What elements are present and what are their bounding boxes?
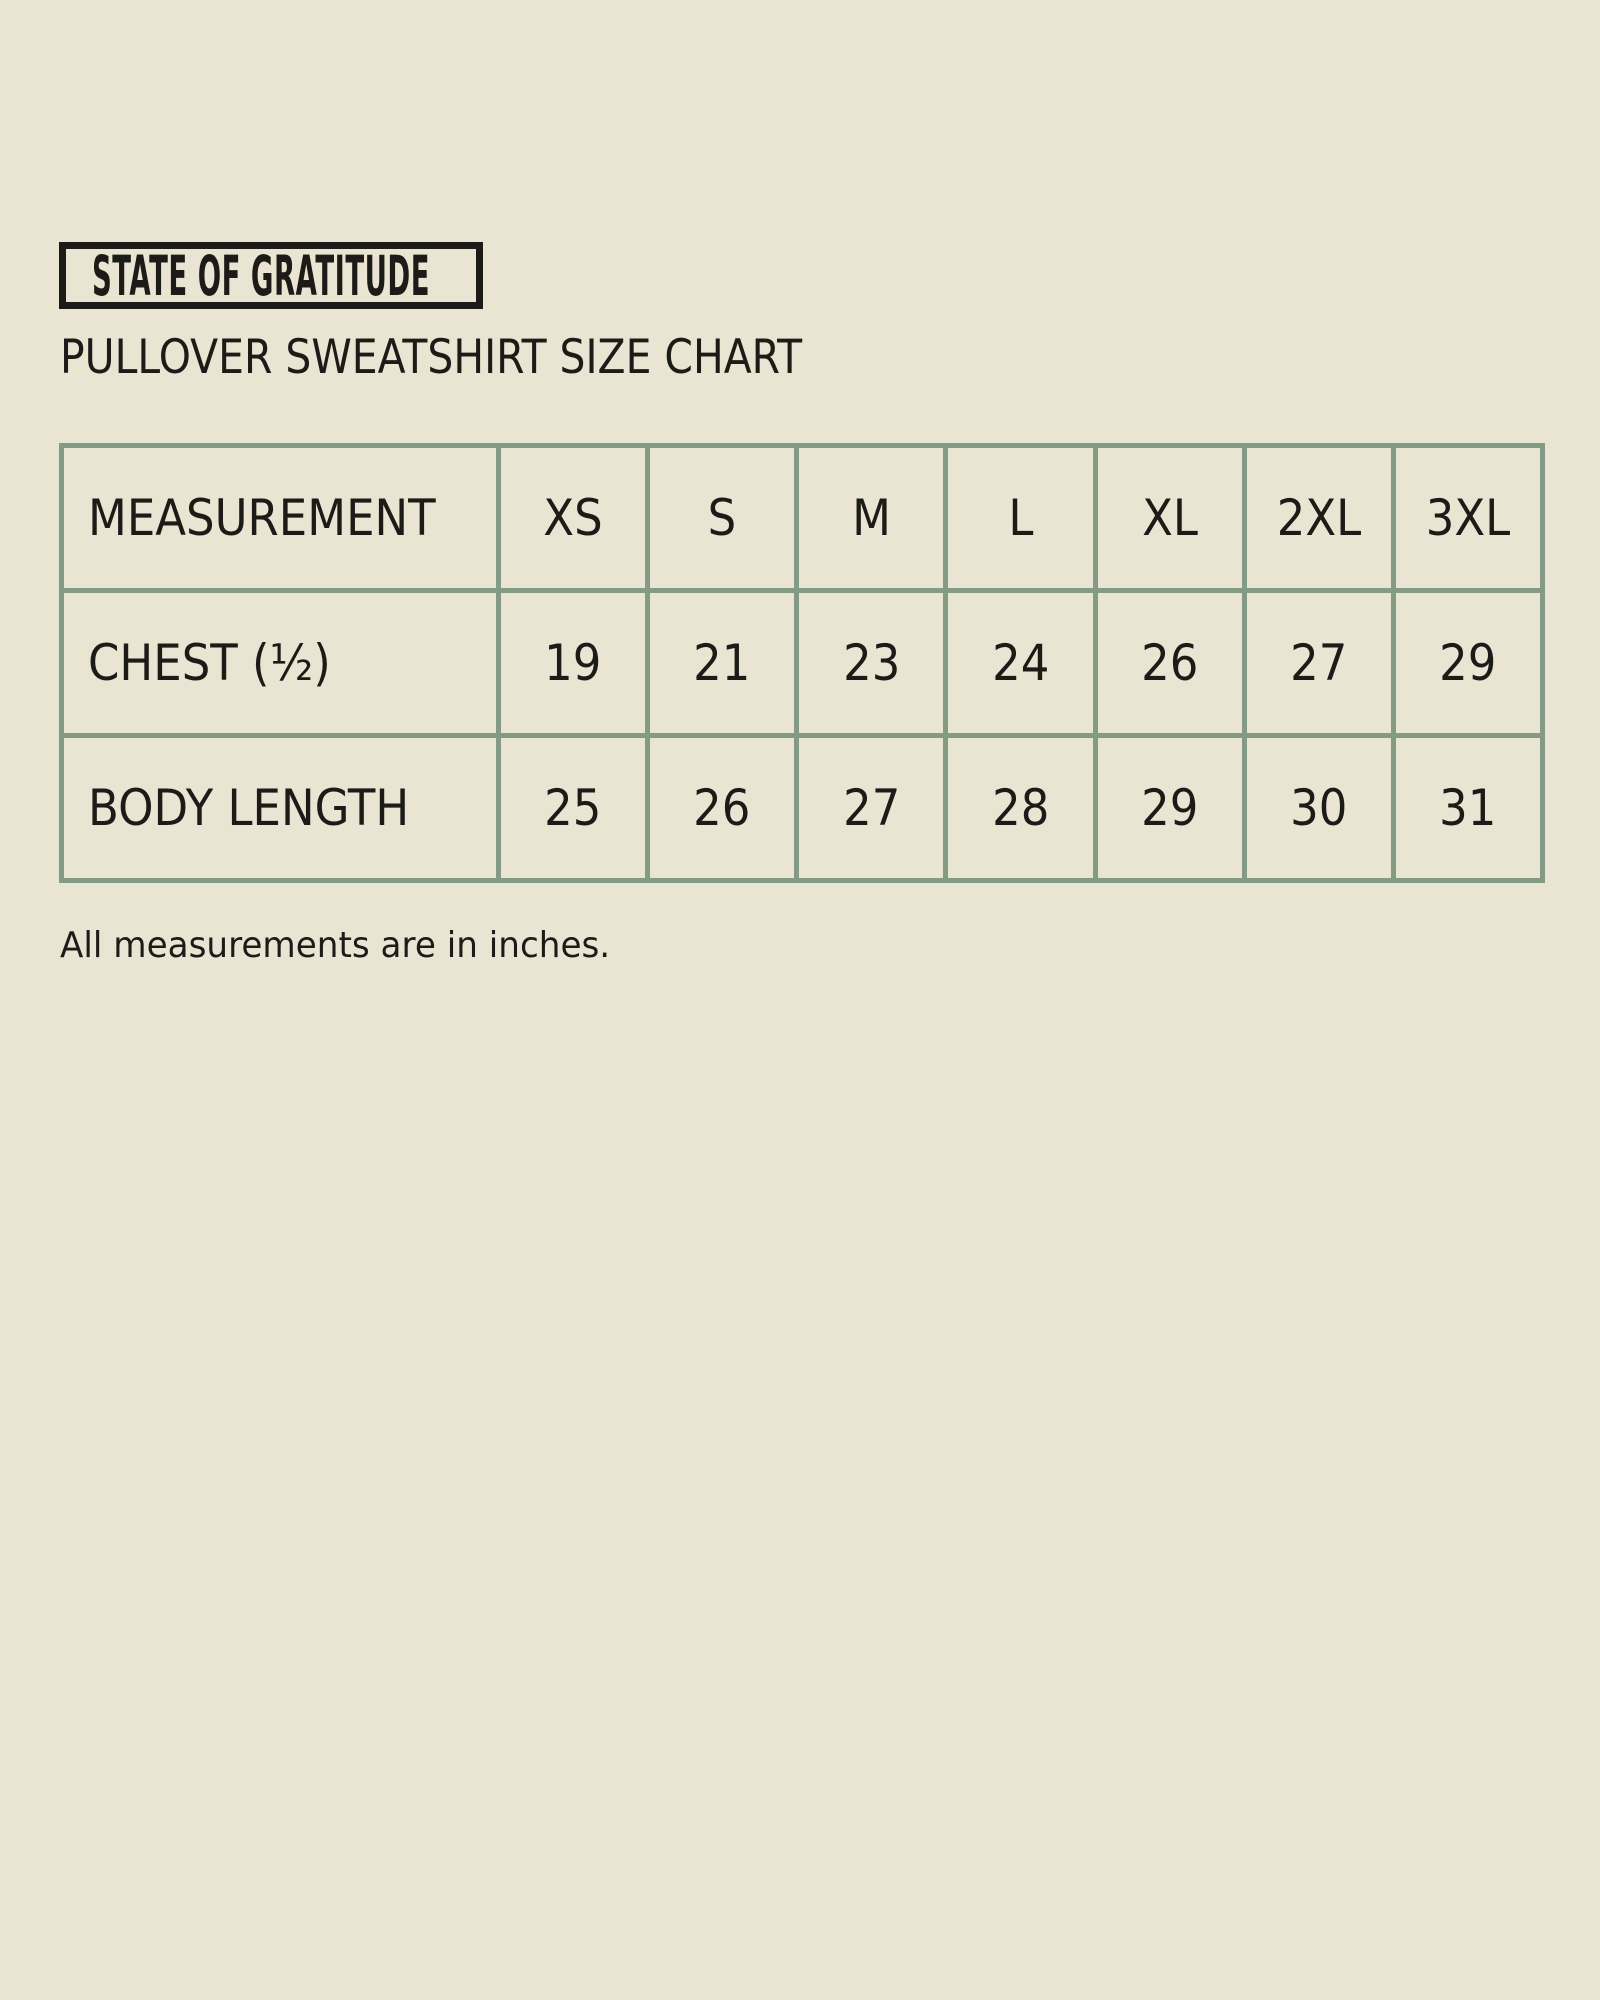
size-value: 30 — [1290, 779, 1348, 837]
cell-body-length-2xl — [1244, 736, 1393, 881]
row-label-text: BODY LENGTH — [88, 779, 410, 837]
table-row-chest — [62, 591, 1543, 736]
cell-body-length-xs — [499, 736, 648, 881]
brand-logo — [59, 242, 483, 309]
size-value: 29 — [1439, 634, 1497, 692]
size-value: 23 — [842, 634, 900, 692]
size-value: 27 — [842, 779, 900, 837]
row-label-text: CHEST (½) — [88, 634, 331, 692]
cell-chest-xs — [499, 591, 648, 736]
cell-chest-2xl — [1244, 591, 1393, 736]
column-header-m — [797, 446, 946, 591]
column-header-3xl — [1393, 446, 1542, 591]
size-chart-table — [59, 443, 1545, 883]
size-value: 28 — [991, 779, 1050, 837]
size-value: 27 — [1290, 634, 1348, 692]
column-header-label: S — [707, 489, 737, 547]
cell-chest-l — [946, 591, 1095, 736]
column-header-l — [946, 446, 1095, 591]
footnote — [60, 925, 639, 966]
column-header-s — [648, 446, 797, 591]
size-value: 19 — [544, 634, 602, 692]
size-value: 25 — [544, 779, 602, 837]
size-value: 24 — [991, 634, 1050, 692]
size-value: 26 — [1140, 634, 1199, 692]
brand-name: STATE OF GRATITUDE — [92, 243, 431, 308]
table-row-body-length — [62, 736, 1543, 881]
cell-body-length-3xl — [1393, 736, 1542, 881]
cell-body-length-xl — [1095, 736, 1244, 881]
cell-chest-3xl — [1393, 591, 1542, 736]
page-title — [60, 331, 913, 385]
column-header-label: 2XL — [1276, 489, 1362, 547]
table-header-row — [62, 446, 1543, 591]
column-header-label: L — [1007, 489, 1034, 547]
cell-chest-xl — [1095, 591, 1244, 736]
column-header-label: 3XL — [1425, 489, 1511, 547]
row-label-body-length — [62, 736, 499, 881]
column-header-xs — [499, 446, 648, 591]
column-header-xl — [1095, 446, 1244, 591]
column-header-label: MEASUREMENT — [88, 489, 436, 547]
column-header-label: XL — [1141, 489, 1198, 547]
column-header-label: XS — [543, 489, 603, 547]
footnote-text: All measurements are in inches. — [60, 925, 611, 966]
cell-chest-m — [797, 591, 946, 736]
cell-body-length-s — [648, 736, 797, 881]
page-title-text: PULLOVER SWEATSHIRT SIZE CHART — [60, 330, 803, 385]
column-header-label: M — [851, 489, 891, 547]
cell-body-length-m — [797, 736, 946, 881]
cell-chest-s — [648, 591, 797, 736]
row-label-chest — [62, 591, 499, 736]
size-value: 26 — [693, 779, 751, 837]
size-value: 29 — [1140, 779, 1199, 837]
cell-body-length-l — [946, 736, 1095, 881]
column-header-2xl — [1244, 446, 1393, 591]
size-value: 21 — [693, 634, 751, 692]
size-value: 31 — [1439, 779, 1497, 837]
column-header-measurement — [62, 446, 499, 591]
